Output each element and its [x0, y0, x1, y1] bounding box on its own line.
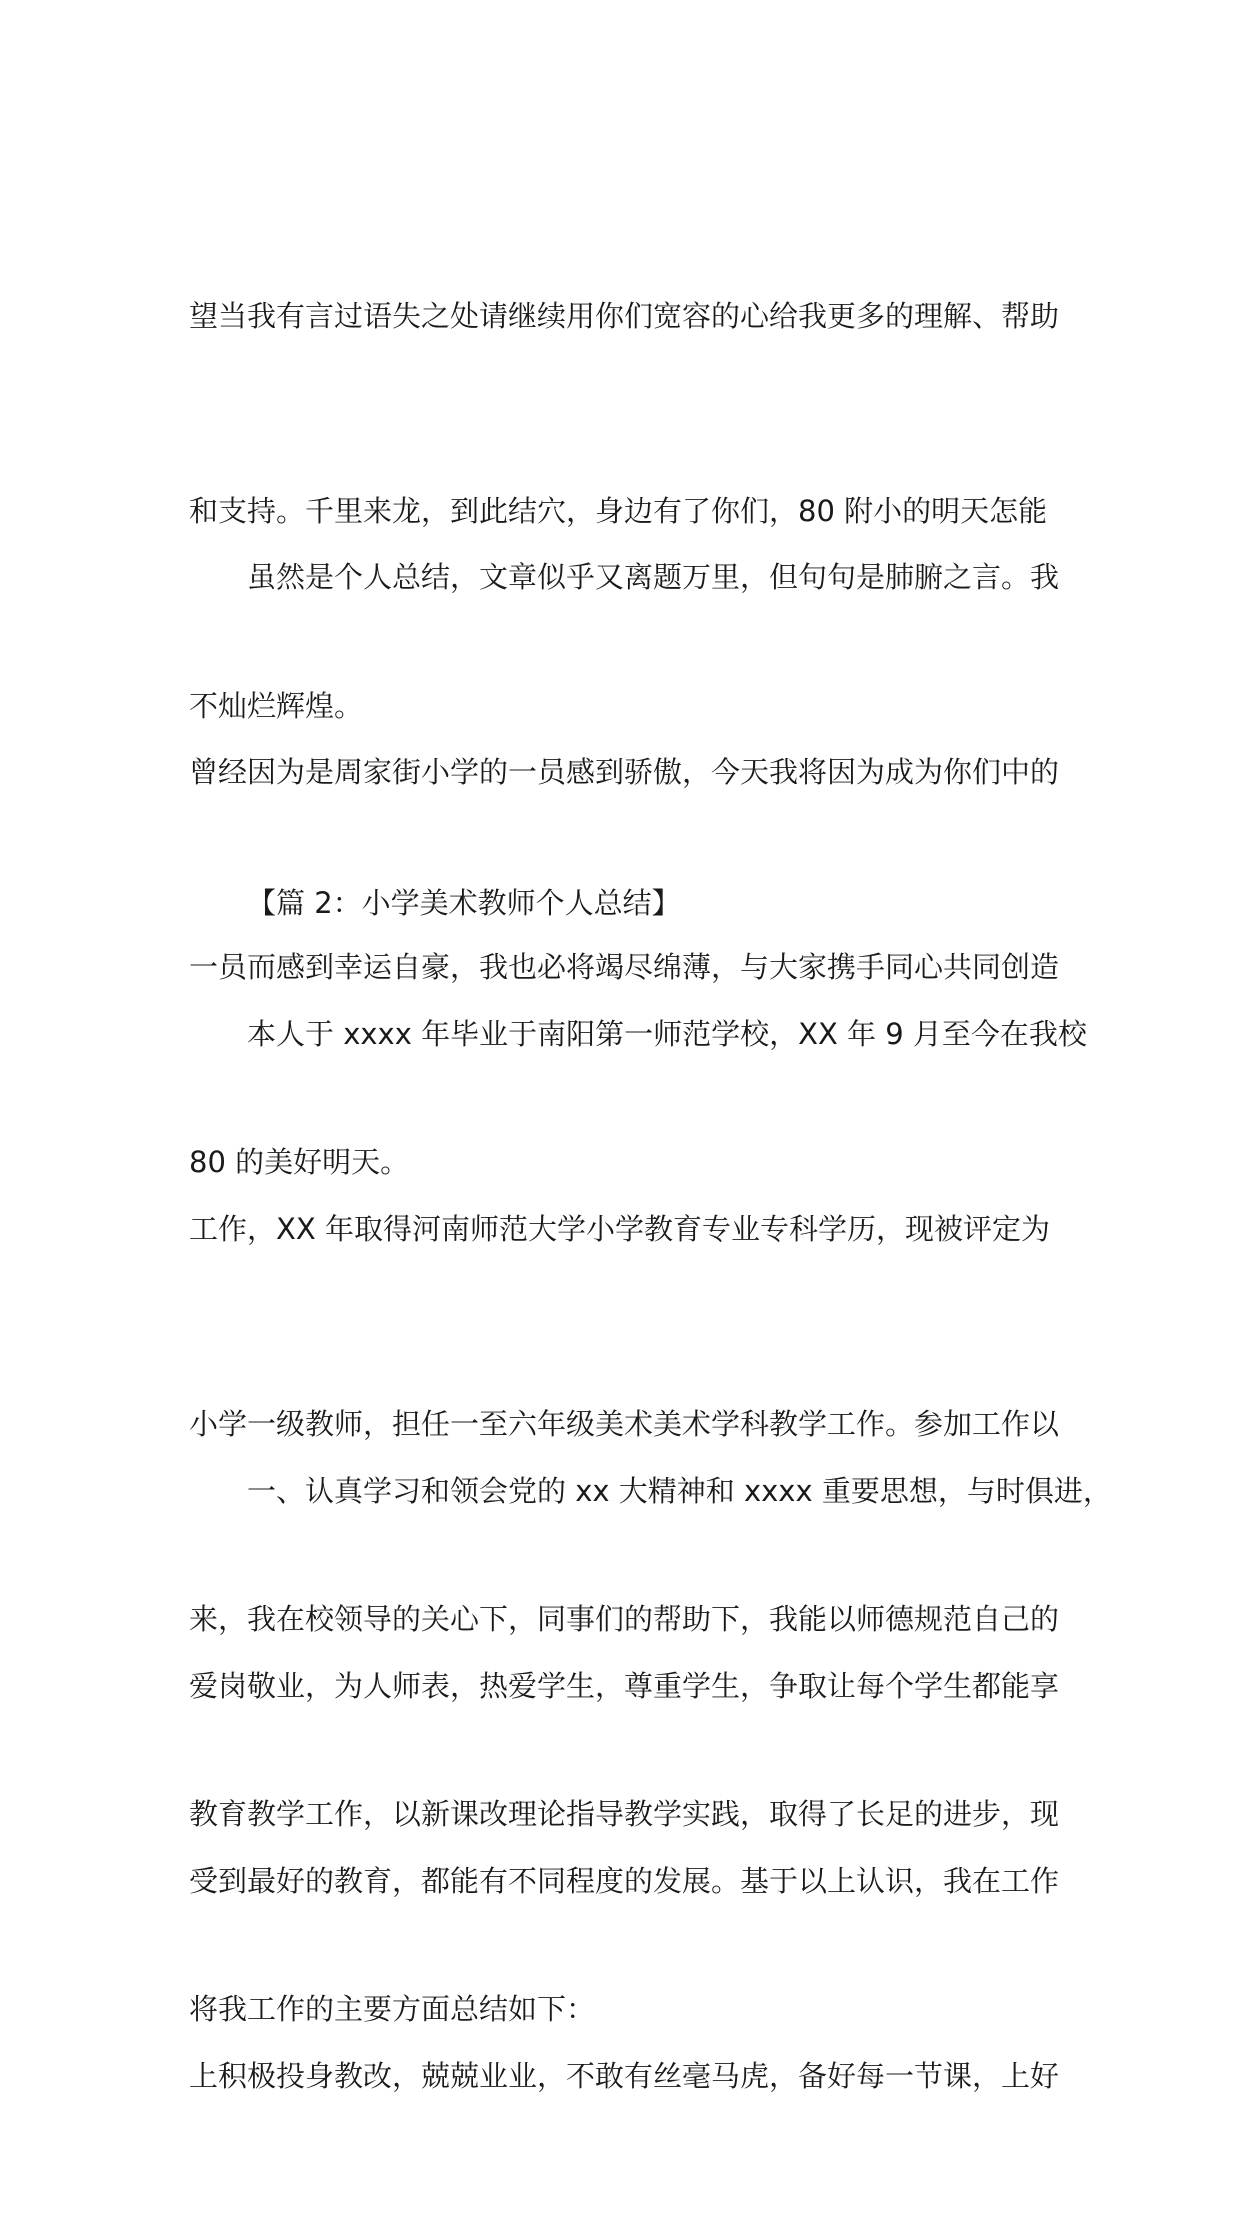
paragraph-line: 教育教学工作，以新课改理论指导教学实践，取得了长足的进步，现	[189, 1797, 1060, 1831]
section-title: 【篇 2：小学美术教师个人总结】	[247, 886, 681, 920]
paragraph-line: 一、认真学习和领会党的 xx 大精神和 xxxx 重要思想，与时俱进，	[247, 1474, 1112, 1508]
paragraph-line: 上积极投身教改，兢兢业业，不敢有丝毫马虎，备好每一节课，上好	[189, 2059, 1060, 2093]
paragraph-line: 一员而感到幸运自豪，我也必将竭尽绵薄，与大家携手同心共同创造	[189, 950, 1060, 984]
paragraph-line: 80 的美好明天。	[189, 1145, 410, 1179]
paragraph-line: 不灿烂辉煌。	[189, 689, 364, 723]
paragraph-line: 小学一级教师，担任一至六年级美术美术学科教学工作。参加工作以	[189, 1407, 1060, 1441]
paragraph-line: 受到最好的教育，都能有不同程度的发展。基于以上认识，我在工作	[189, 1864, 1060, 1898]
paragraph-line: 曾经因为是周家街小学的一员感到骄傲，今天我将因为成为你们中的	[189, 755, 1060, 789]
paragraph-line: 来，我在校领导的关心下，同事们的帮助下，我能以师德规范自己的	[189, 1602, 1060, 1636]
paragraph-line: 爱岗敬业，为人师表，热爱学生，尊重学生，争取让每个学生都能享	[189, 1669, 1060, 1703]
paragraph-line: 望当我有言过语失之处请继续用你们宽容的心给我更多的理解、帮助	[189, 299, 1060, 333]
paragraph-line: 虽然是个人总结，文章似乎又离题万里，但句句是肺腑之言。我	[247, 560, 1060, 594]
paragraph-line: 和支持。千里来龙，到此结穴，身边有了你们，80 附小的明天怎能	[189, 494, 1048, 528]
paragraph-line: 本人于 xxxx 年毕业于南阳第一师范学校，XX 年 9 月至今在我校	[247, 1017, 1087, 1051]
paragraph-line: 工作，XX 年取得河南师范大学小学教育专业专科学历，现被评定为	[189, 1212, 1050, 1246]
paragraph-4	[189, 1329, 1112, 2239]
paragraph-line: 将我工作的主要方面总结如下：	[189, 1992, 596, 2026]
